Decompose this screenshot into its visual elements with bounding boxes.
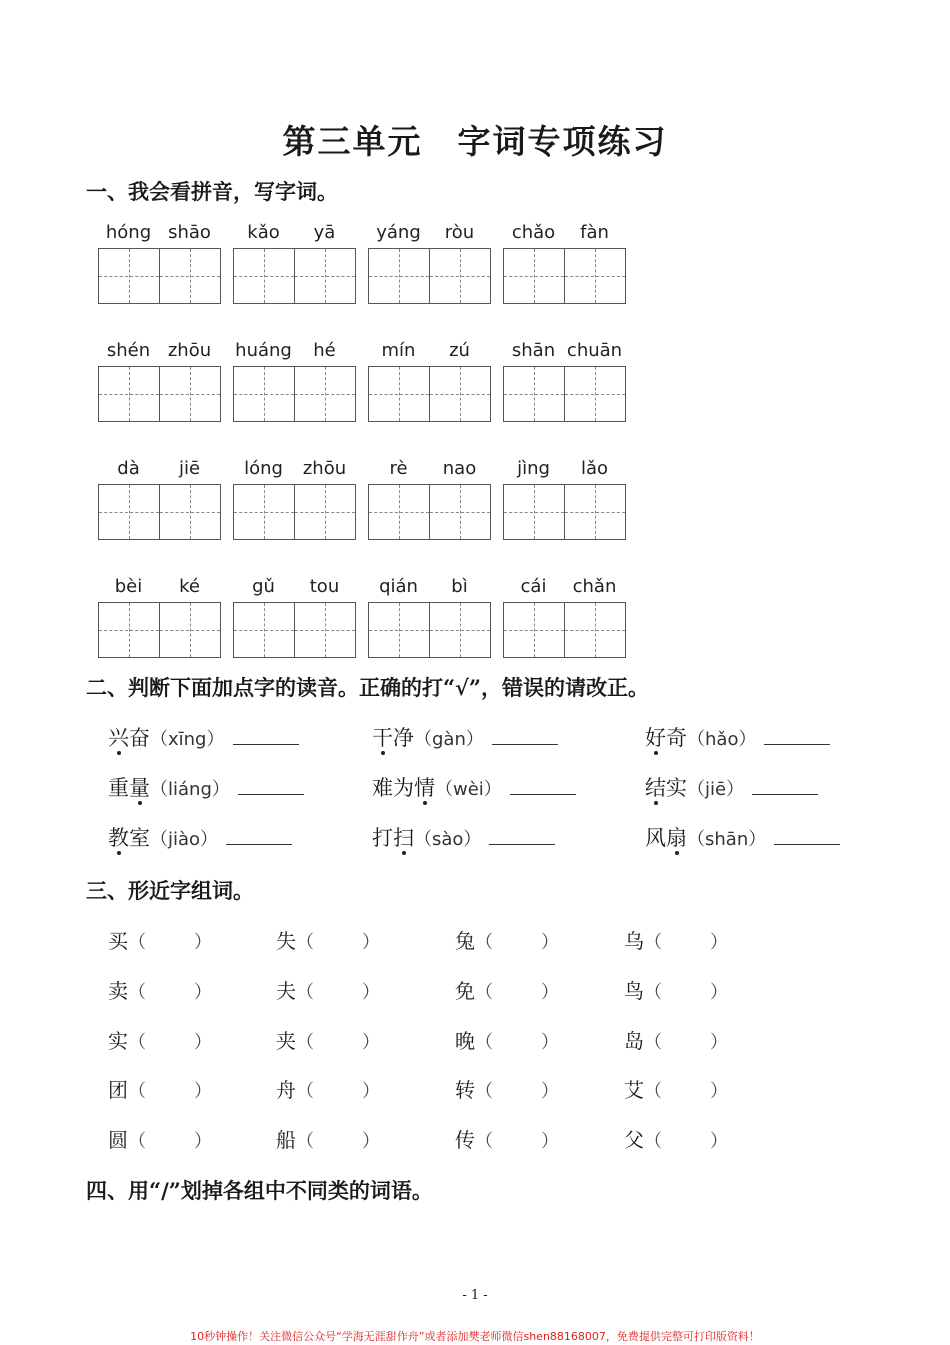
writing-cell[interactable] <box>429 366 491 422</box>
similar-char: 晚 <box>455 1029 475 1053</box>
grid-row <box>98 340 638 440</box>
word-part-a: 结 <box>645 776 666 800</box>
writing-cell[interactable] <box>159 248 221 304</box>
word-part-a: 打 <box>372 826 393 850</box>
paren-close: ） <box>362 1032 380 1053</box>
section-3-heading: 三、形近字组词。 <box>86 878 254 903</box>
paren-close: ） <box>194 1081 212 1102</box>
similar-char-item <box>624 975 728 1004</box>
writing-cell[interactable] <box>98 602 160 658</box>
pinyin-reading: （hǎo） <box>687 729 757 750</box>
pinyin-label <box>368 458 490 482</box>
similar-char: 圆 <box>108 1128 128 1152</box>
paren-open: （ <box>296 932 314 953</box>
writing-cell[interactable] <box>233 248 295 304</box>
paren-close: ） <box>710 1131 728 1152</box>
pinyin-reading: （xīng） <box>150 729 225 750</box>
answer-blank[interactable] <box>774 824 840 845</box>
paren-close: ） <box>362 982 380 1003</box>
word-part-b: 奇 <box>666 726 687 750</box>
pinyin-syllable: hé <box>313 340 336 361</box>
paren-open: （ <box>475 1131 493 1152</box>
pinyin-syllable: jiē <box>178 458 201 479</box>
similar-char-item <box>624 1124 728 1153</box>
judge-item <box>645 772 818 802</box>
similar-char-item <box>455 975 559 1004</box>
writing-cell[interactable] <box>294 366 356 422</box>
similar-char: 岛 <box>624 1029 644 1053</box>
judge-item <box>108 722 299 752</box>
word-part-b: 量 <box>129 776 150 800</box>
answer-blank[interactable] <box>489 824 555 845</box>
paren-open: （ <box>128 932 146 953</box>
paren-close: ） <box>194 1032 212 1053</box>
paren-close: ） <box>541 982 559 1003</box>
pinyin-syllable: fàn <box>580 222 609 243</box>
similar-char: 艾 <box>624 1078 644 1102</box>
writing-cell[interactable] <box>503 484 565 540</box>
pinyin-syllable: rè <box>389 458 408 479</box>
writing-cell[interactable] <box>233 484 295 540</box>
answer-blank[interactable] <box>233 724 299 745</box>
paren-close: ） <box>541 1081 559 1102</box>
paren-open: （ <box>128 982 146 1003</box>
writing-cell[interactable] <box>564 366 626 422</box>
similar-char: 夫 <box>276 979 296 1003</box>
word-part-b: 情 <box>414 776 435 800</box>
grid-row <box>98 458 638 558</box>
paren-open: （ <box>296 1131 314 1152</box>
pinyin-syllable: shén <box>106 340 151 361</box>
writing-cell[interactable] <box>98 484 160 540</box>
similar-char: 免 <box>455 979 475 1003</box>
pinyin-reading: （sào） <box>414 829 482 850</box>
paren-open: （ <box>296 1081 314 1102</box>
similar-char-item <box>108 925 212 954</box>
similar-char-item <box>455 1074 559 1103</box>
pinyin-syllable: zú <box>449 340 470 361</box>
pinyin-syllable: hóng <box>105 222 152 243</box>
word-part-b: 净 <box>393 726 414 750</box>
similar-char: 转 <box>455 1078 475 1102</box>
writing-cell[interactable] <box>429 484 491 540</box>
writing-cell[interactable] <box>368 602 430 658</box>
similar-char-item <box>276 1074 380 1103</box>
word-part-a: 教 <box>108 826 129 850</box>
pinyin-label <box>503 340 625 364</box>
pinyin-syllable: shān <box>511 340 556 361</box>
similar-char: 卖 <box>108 979 128 1003</box>
pinyin-label <box>368 576 490 600</box>
page-title: 第三单元 字词专项练习 <box>282 122 668 161</box>
pinyin-syllable: yā <box>313 222 336 243</box>
paren-close: ） <box>710 932 728 953</box>
pinyin-reading: （jiào） <box>150 829 219 850</box>
writing-cell[interactable] <box>368 248 430 304</box>
page-number: - 1 - <box>462 1288 488 1303</box>
similar-char-item <box>276 1025 380 1054</box>
pinyin-label <box>233 576 355 600</box>
section-4-heading: 四、用“/”划掉各组中不同类的词语。 <box>86 1178 433 1203</box>
similar-char: 鸟 <box>624 979 644 1003</box>
pinyin-label <box>98 222 220 246</box>
writing-cell[interactable] <box>503 366 565 422</box>
pinyin-syllable: bì <box>451 576 468 597</box>
section-1-heading: 一、我会看拼音，写字词。 <box>86 179 338 204</box>
answer-blank[interactable] <box>764 724 830 745</box>
similar-char-item <box>276 1124 380 1153</box>
pinyin-syllable: gǔ <box>252 576 275 597</box>
pinyin-label <box>503 576 625 600</box>
paren-close: ） <box>362 932 380 953</box>
similar-char-item <box>624 1025 728 1054</box>
word-part-b: 实 <box>666 776 687 800</box>
pinyin-label <box>98 340 220 364</box>
answer-blank[interactable] <box>510 774 576 795</box>
similar-char: 乌 <box>624 929 644 953</box>
judge-item <box>372 722 558 752</box>
pinyin-syllable: zhōu <box>302 458 347 479</box>
word-part-b: 扇 <box>666 826 687 850</box>
similar-char-item <box>276 975 380 1004</box>
pinyin-syllable: nao <box>442 458 477 479</box>
writing-cell[interactable] <box>159 484 221 540</box>
paren-close: ） <box>541 932 559 953</box>
writing-cell[interactable] <box>233 366 295 422</box>
pinyin-syllable: lóng <box>244 458 283 479</box>
pinyin-syllable: mín <box>381 340 416 361</box>
similar-char: 夹 <box>276 1029 296 1053</box>
paren-open: （ <box>296 1032 314 1053</box>
answer-blank[interactable] <box>492 724 558 745</box>
paren-open: （ <box>644 1131 662 1152</box>
paren-close: ） <box>362 1131 380 1152</box>
similar-char: 父 <box>624 1128 644 1152</box>
pinyin-syllable: qián <box>379 576 418 597</box>
writing-cell[interactable] <box>564 484 626 540</box>
pinyin-syllable: bèi <box>114 576 143 597</box>
word-part-a: 风 <box>645 826 666 850</box>
pinyin-syllable: dà <box>117 458 140 479</box>
pinyin-reading: （jiē） <box>687 779 745 800</box>
writing-cell[interactable] <box>98 366 160 422</box>
writing-cell[interactable] <box>294 602 356 658</box>
pinyin-syllable: chǎn <box>572 576 617 597</box>
pinyin-syllable: tou <box>309 576 340 597</box>
pinyin-syllable: kǎo <box>247 222 280 243</box>
pinyin-syllable: jìng <box>517 458 550 479</box>
pinyin-reading: （liáng） <box>150 779 230 800</box>
similar-char-item <box>624 925 728 954</box>
paren-close: ） <box>362 1081 380 1102</box>
pinyin-label <box>368 340 490 364</box>
paren-open: （ <box>475 1081 493 1102</box>
paren-open: （ <box>644 1081 662 1102</box>
paren-open: （ <box>475 932 493 953</box>
similar-char: 团 <box>108 1078 128 1102</box>
pinyin-syllable: yáng <box>376 222 421 243</box>
similar-char: 船 <box>276 1128 296 1152</box>
pinyin-syllable: zhōu <box>167 340 212 361</box>
writing-cell[interactable] <box>564 248 626 304</box>
pinyin-label <box>233 340 355 364</box>
pinyin-label <box>233 222 355 246</box>
paren-close: ） <box>194 1131 212 1152</box>
similar-char: 兔 <box>455 929 475 953</box>
writing-cell[interactable] <box>368 366 430 422</box>
writing-cell[interactable] <box>233 602 295 658</box>
paren-open: （ <box>296 982 314 1003</box>
pinyin-label <box>503 222 625 246</box>
word-part-a: 难为 <box>372 776 414 800</box>
grid-row <box>98 576 638 676</box>
writing-cell[interactable] <box>503 248 565 304</box>
similar-char: 买 <box>108 929 128 953</box>
pinyin-syllable: lǎo <box>580 458 609 479</box>
answer-blank[interactable] <box>752 774 818 795</box>
writing-cell[interactable] <box>159 602 221 658</box>
similar-char-item <box>108 975 212 1004</box>
pinyin-syllable: chuān <box>566 340 623 361</box>
judge-item <box>372 772 576 802</box>
writing-cell[interactable] <box>564 602 626 658</box>
similar-char-item <box>455 1025 559 1054</box>
pinyin-label <box>98 576 220 600</box>
paren-open: （ <box>644 1032 662 1053</box>
judge-item <box>108 822 292 852</box>
paren-open: （ <box>475 1032 493 1053</box>
pinyin-syllable: shāo <box>168 222 211 243</box>
paren-close: ） <box>194 932 212 953</box>
similar-char-item <box>276 925 380 954</box>
pinyin-syllable: huáng <box>235 340 292 361</box>
writing-cell[interactable] <box>368 484 430 540</box>
pinyin-label <box>233 458 355 482</box>
word-part-a: 干 <box>372 726 393 750</box>
similar-char: 舟 <box>276 1078 296 1102</box>
writing-cell[interactable] <box>159 366 221 422</box>
similar-char: 实 <box>108 1029 128 1053</box>
writing-cell[interactable] <box>294 248 356 304</box>
paren-open: （ <box>644 982 662 1003</box>
judge-item <box>108 772 304 802</box>
word-part-a: 好 <box>645 726 666 750</box>
word-part-a: 重 <box>108 776 129 800</box>
word-part-b: 扫 <box>393 826 414 850</box>
similar-char-item <box>455 925 559 954</box>
writing-cell[interactable] <box>98 248 160 304</box>
paren-close: ） <box>710 982 728 1003</box>
pinyin-label <box>368 222 490 246</box>
section-2-heading: 二、判断下面加点字的读音。正确的打“√”，错误的请改正。 <box>86 675 649 700</box>
similar-char-item <box>108 1025 212 1054</box>
paren-open: （ <box>475 982 493 1003</box>
word-part-b: 室 <box>129 826 150 850</box>
similar-char: 传 <box>455 1128 475 1152</box>
writing-cell[interactable] <box>429 602 491 658</box>
pinyin-label <box>98 458 220 482</box>
paren-open: （ <box>644 932 662 953</box>
grid-row <box>98 222 638 322</box>
writing-cell[interactable] <box>503 602 565 658</box>
writing-cell[interactable] <box>294 484 356 540</box>
paren-open: （ <box>128 1081 146 1102</box>
paren-close: ） <box>194 982 212 1003</box>
answer-blank[interactable] <box>238 774 304 795</box>
paren-close: ） <box>710 1081 728 1102</box>
paren-close: ） <box>710 1032 728 1053</box>
pinyin-syllable: cái <box>520 576 547 597</box>
similar-char-item <box>108 1074 212 1103</box>
pinyin-reading: （shān） <box>687 829 767 850</box>
paren-open: （ <box>128 1131 146 1152</box>
pinyin-syllable: chǎo <box>511 222 556 243</box>
similar-char-item <box>455 1124 559 1153</box>
pinyin-label <box>503 458 625 482</box>
judge-item <box>645 822 840 852</box>
judge-item <box>372 822 555 852</box>
word-part-b: 奋 <box>129 726 150 750</box>
pinyin-syllable: ròu <box>444 222 475 243</box>
similar-char-item <box>624 1074 728 1103</box>
paren-close: ） <box>541 1032 559 1053</box>
similar-char: 失 <box>276 929 296 953</box>
paren-close: ） <box>541 1131 559 1152</box>
similar-char-item <box>108 1124 212 1153</box>
footer-notice: 10秒钟操作！关注微信公众号“学海无涯甜作舟”或者添加樊老师微信shen88168007，免费提供完整可打印版资料！ <box>190 1330 760 1343</box>
pinyin-reading: （wèi） <box>435 779 502 800</box>
paren-open: （ <box>128 1032 146 1053</box>
answer-blank[interactable] <box>226 824 292 845</box>
pinyin-syllable: ké <box>179 576 200 597</box>
pinyin-reading: （gàn） <box>414 729 484 750</box>
judge-item <box>645 722 830 752</box>
writing-cell[interactable] <box>429 248 491 304</box>
word-part-a: 兴 <box>108 726 129 750</box>
